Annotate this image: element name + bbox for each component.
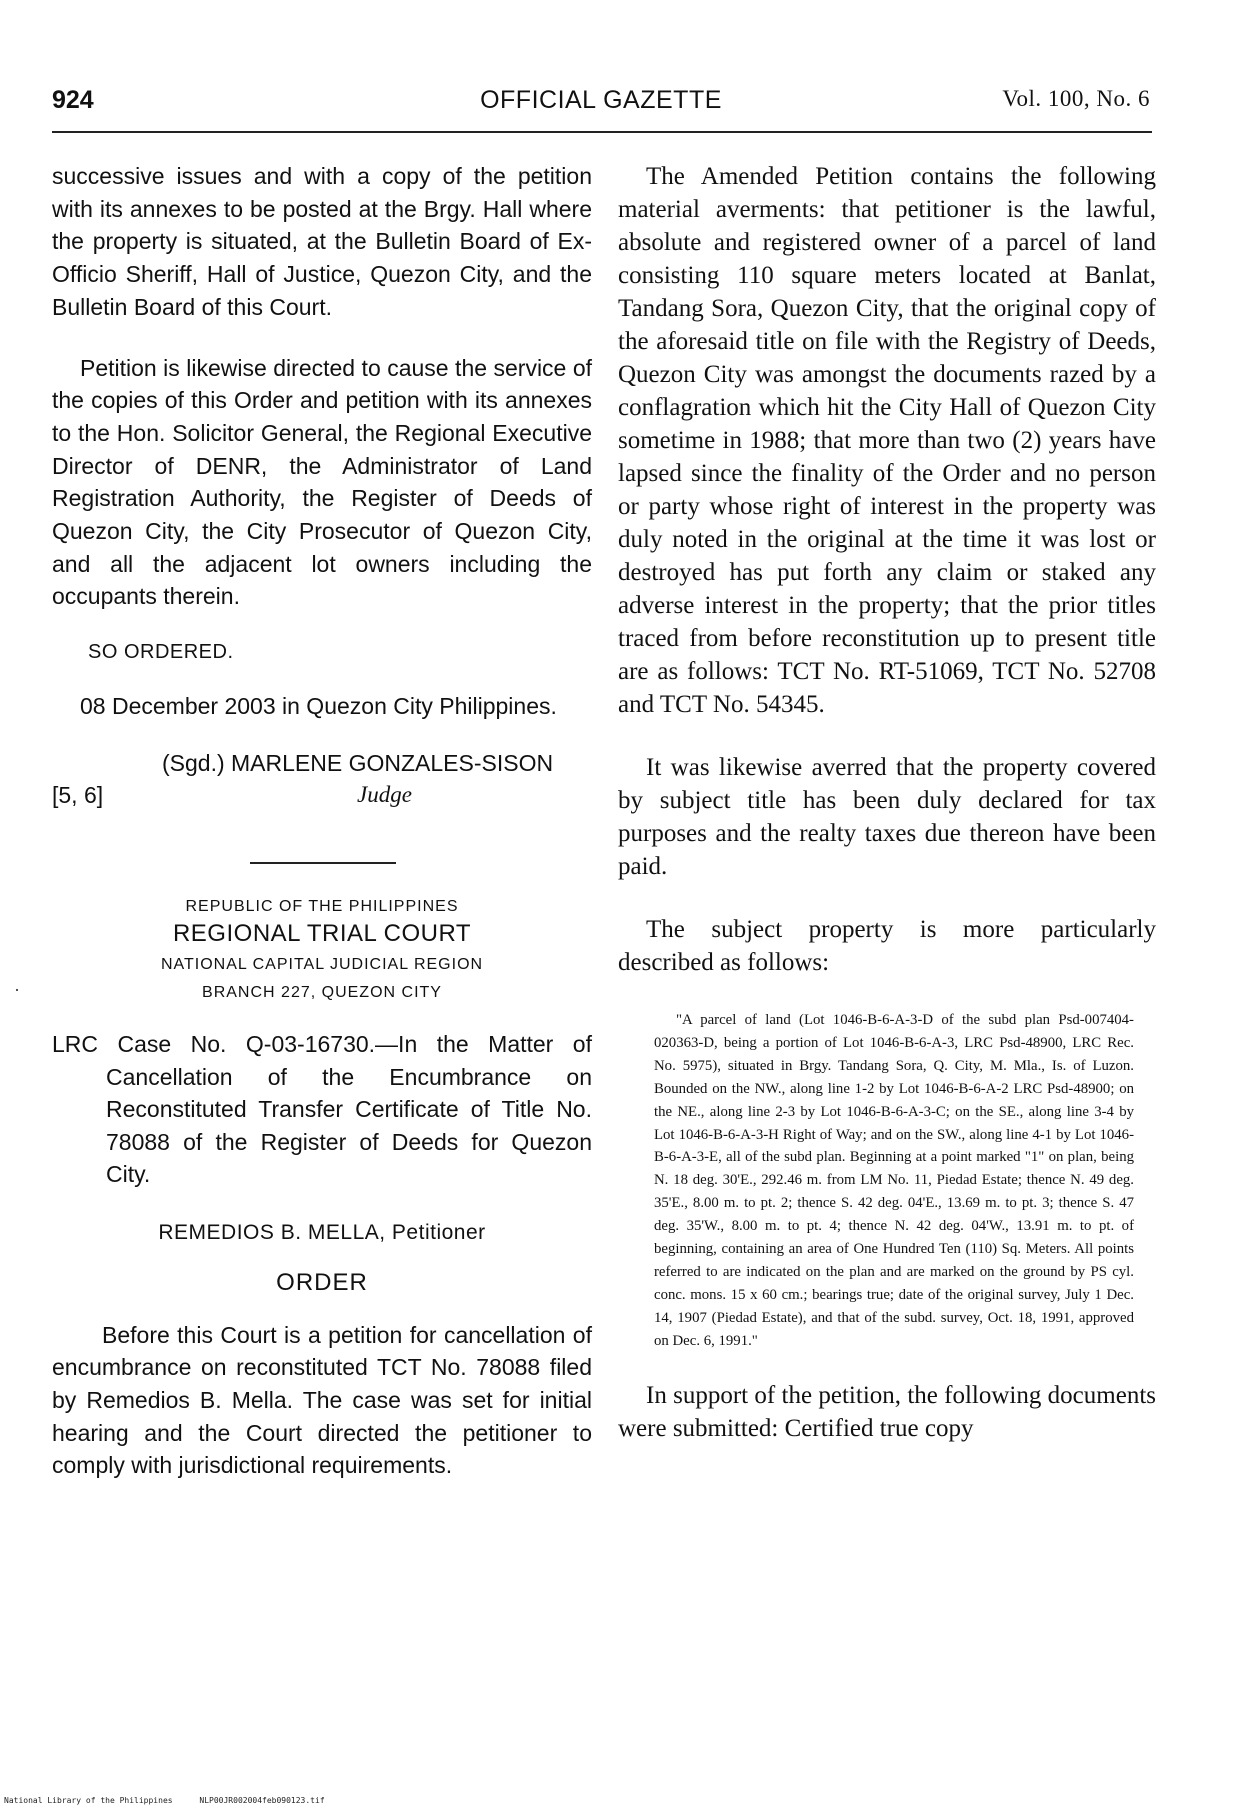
page-header — [52, 86, 1150, 126]
court-heading: REGIONAL TRIAL COURT — [172, 920, 472, 948]
so-ordered: SO ORDERED. — [88, 641, 234, 664]
case-title: LRC Case No. Q-03-16730.—In the Matter of Cancellation of the Encumbrance on Reconstituted Transfer Certificate of Title No. 78088 of the Register of Deeds for Quezon City. — [52, 1031, 592, 1188]
region-heading: NATIONAL CAPITAL JUDICIAL REGION — [160, 956, 484, 974]
order-paragraph: Before this Court is a petition for cancellation of encumbrance on reconstituted TCT No. 78088 filed by Remedios B. Mella. The case was set for initial hearing and the Court directed the petitioner to comply with jurisdictional requirements. — [52, 1321, 592, 1479]
republic-heading: REPUBLIC OF THE PHILIPPINES — [185, 898, 459, 916]
date-line: 08 December 2003 in Quezon City Philippines. — [80, 693, 557, 720]
library-credit: National Library of the Philippines — [4, 1796, 173, 1805]
page-number: 924 — [52, 86, 94, 114]
signature-block — [52, 750, 592, 820]
scan-file-name: NLP00JR002004feb090123.tif — [199, 1796, 325, 1805]
order-heading: ORDER — [276, 1268, 368, 1296]
right-paragraph-1: The Amended Petition contains the following material averments: that petitioner is the lawful, absolute and registered owner of a parcel of land consisting 110 square meters located at Banlat, Tandang Sora, Quezon City, that the original copy of the aforesaid title on file with the Registry of Deeds, Quezon City was amongst the documents razed by a conflagration which hit the City Hall of Quezon City sometime in 1988; that more than two (2) years have lapsed since the finality of the Order and no person or party whose right of interest in the property was duly noted in the original at the time it was lost or destroyed has put forth any claim or staked any adverse interest in the property; that the prior titles traced from before reconstitution up to present title are as follows: TCT No. RT-51069, TCT No. 52708 and TCT No. 54345. — [618, 163, 1156, 718]
right-paragraph-4: In support of the petition, the following documents were submitted: Certified true copy — [618, 1381, 1156, 1442]
property-description-quote: "A parcel of land (Lot 1046-B-6-A-3-D of the subd plan Psd-007404-020363-D, being a portion of Lot 1046-B-6-A-3, LRC Psd-48900, LRC Rec. No. 5975), situated in Brgy. Tandang Sora, Q. City, M. Mla., Is. of Luzon. Bounded on the NW., along line 1-2 by Lot 1046-B-6-A-2 LRC Psd-48900; on the NE., along line 2-3 by Lot 1046-B-6-A-3-C; on the SE., along line 3-4 by Lot 1046-B-6-A-3-H Right of Way; and on the SW., along line 4-1 by Lot 1046-B-6-A-3-E, all of the subd plan. Beginning at a point marked "1" on plan, being N. 18 deg. 30'E., 292.46 m. from LM No. 11, Piedad Estate; thence N. 49 deg. 35'E., 8.00 m. to pt. 2; thence S. 42 deg. 04'E., 13.69 m. to pt. 3; thence S. 47 deg. 35'W., 8.00 m. to pt. 4; thence N. 42 deg. 04'W., 13.91 m. to pt. of beginning, containing an area of One Hundred Ten (110) Sq. Meters. All points referred to are indicated on the plan and are marked on the ground by PS cyl. conc. mons. 15 x 60 cm.; bearings true; date of the original survey, July 1 Dec. 14, 1907 (Piedad Estate), and that of the subd. survey, Oct. 18, 1991, approved on Dec. 6, 1991." — [654, 1012, 1134, 1349]
right-paragraph-3: The subject property is more particularly described as follows: — [618, 916, 1156, 976]
right-column — [618, 160, 1156, 1445]
scan-footer — [4, 1796, 325, 1805]
branch-heading: BRANCH 227, QUEZON CITY — [202, 984, 442, 1002]
judge-title: Judge — [357, 782, 412, 808]
left-column — [52, 160, 592, 1482]
issue-reference: [5, 6] — [52, 782, 104, 809]
section-divider — [250, 862, 396, 864]
right-paragraph-2: It was likewise averred that the property covered by subject title has been duly declared for tax purposes and the realty taxes due thereon have been paid. — [618, 754, 1156, 880]
left-paragraph-1: successive issues and with a copy of the petition with its annexes to be posted at the Brgy. Hall where the property is situated, at the Bulletin Board of Ex-Officio Sheriff, Hall of Justice, Quezon City, and the Bulletin Board of this Court. — [52, 163, 592, 320]
header-rule — [52, 131, 1152, 133]
volume-number: Vol. 100, No. 6 — [1002, 86, 1150, 111]
scan-edge-mark: · — [14, 980, 20, 1000]
petitioner-line: REMEDIOS B. MELLA, Petitioner — [158, 1220, 486, 1244]
left-paragraph-2: Petition is likewise directed to cause the service of the copies of this Order and petition with its annexes to the Hon. Solicitor General, the Regional Executive Director of DENR, the Administrator of Land Registration Authority, the Register of Deeds of Quezon City, the City Prosecutor of Quezon City, and all the adjacent lot owners including the occupants therein. — [52, 354, 592, 610]
publication-title: OFFICIAL GAZETTE — [480, 86, 722, 114]
judge-signature: (Sgd.) MARLENE GONZALES-SISON — [162, 750, 554, 777]
